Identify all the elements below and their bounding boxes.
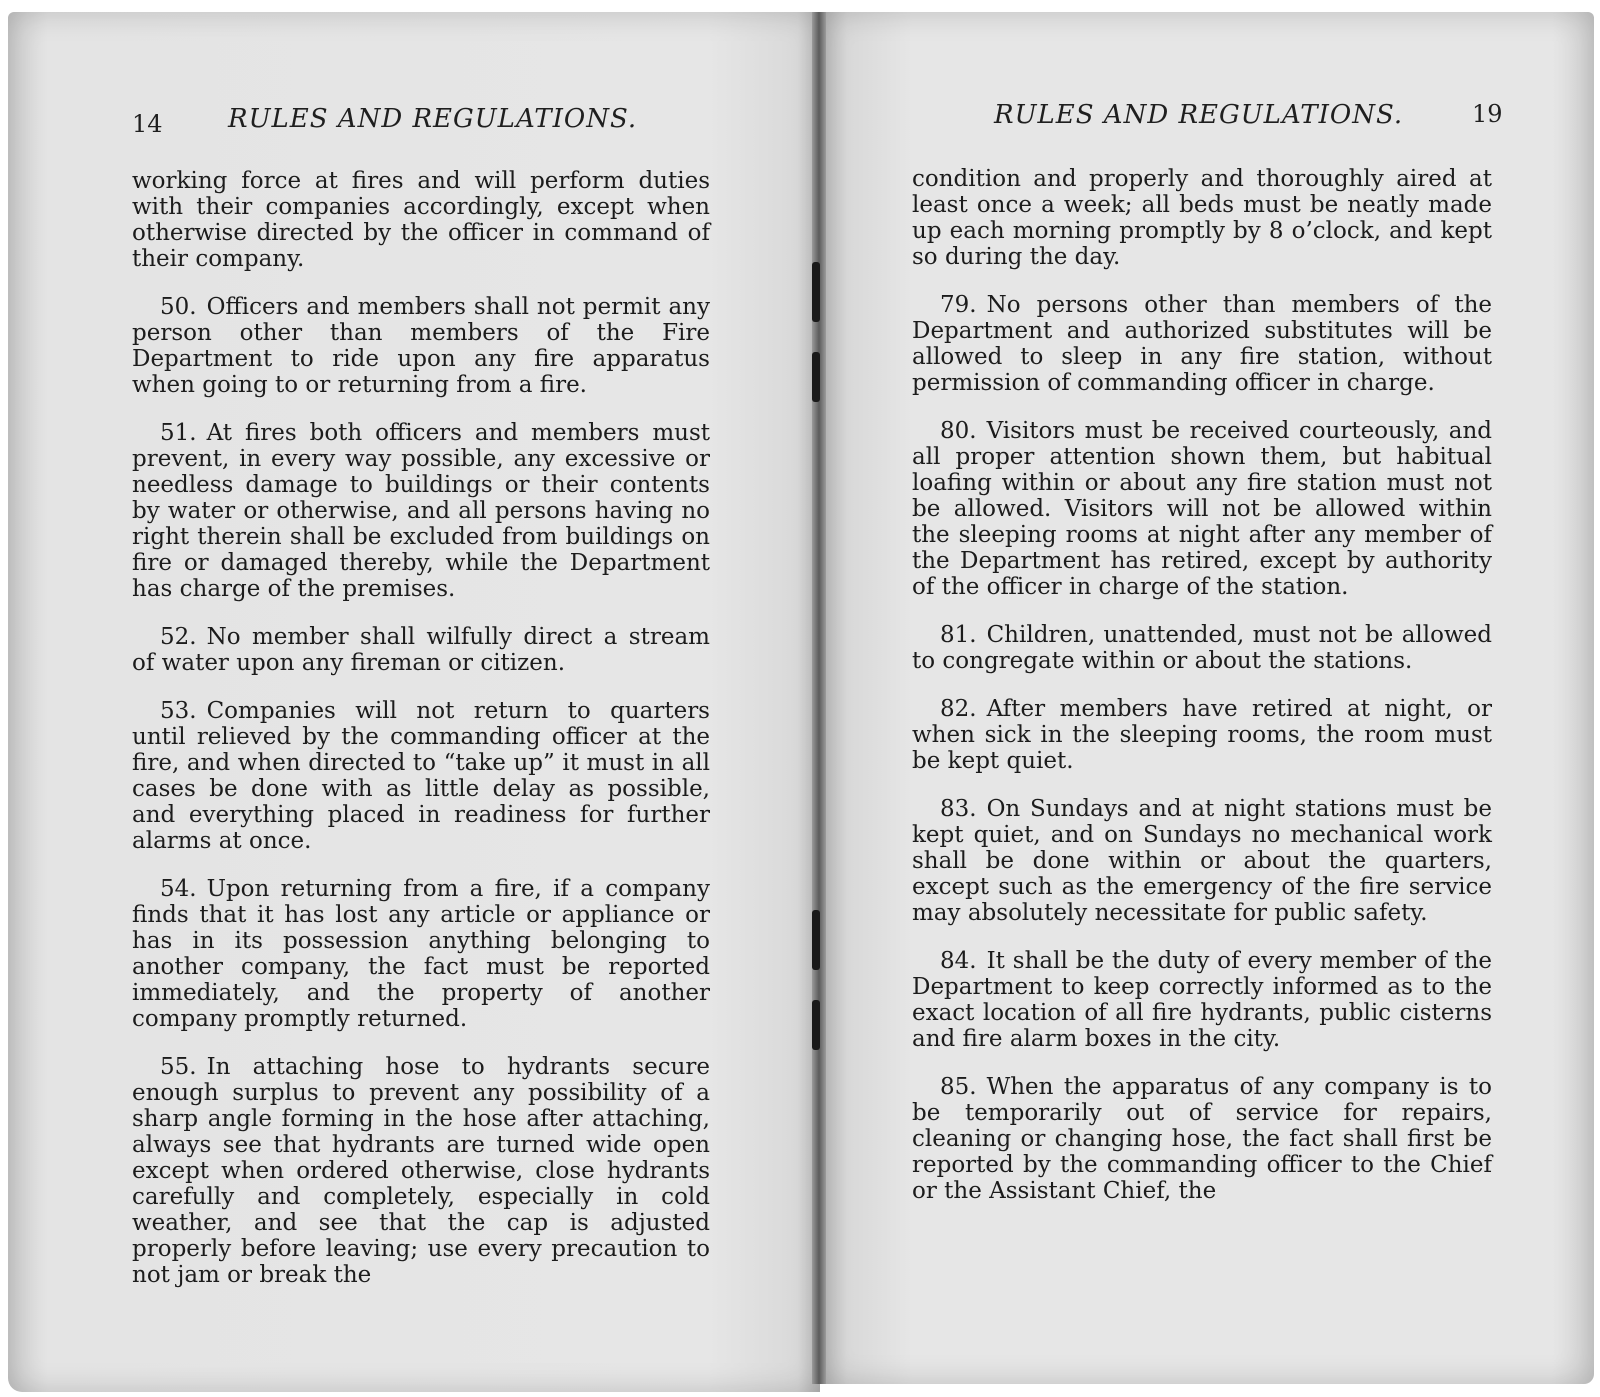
rule-paragraph: [132, 1054, 710, 1288]
rule-text: When the apparatus of any company is to be temporarily out of service for repairs, cleaning or changing hose, the fact shall first be reported by the commanding officer to the Chief or the Assistant Chief, the: [912, 1074, 1492, 1204]
rule-number: 83.: [940, 796, 977, 822]
rule-text: Children, unattended, must not be allowed to congregate within or about the stations.: [912, 622, 1492, 674]
rule-number: 51.: [160, 420, 197, 446]
left-page-number: 14: [132, 110, 163, 138]
rule-text: On Sundays and at night stations must be kept quiet, and on Sundays no mechanical work shall be done within or about the quarters, except such as the emergency of the fire service may absolutely necessitate for public safety.: [912, 796, 1492, 926]
left-continuation-paragraph: working force at fires and will perform duties with their companies accordingly, except when otherwise directed by the officer in command of their company.: [132, 168, 710, 272]
binding-stitch: [812, 352, 820, 402]
rule-paragraph: [912, 796, 1492, 926]
rule-text: Officers and members shall not permit any person other than members of the Fire Department to ride upon any fire apparatus when going to or returning from a fire.: [132, 294, 710, 398]
rule-number: 52.: [160, 624, 197, 650]
rule-text: After members have retired at night, or when sick in the sleeping rooms, the room must be kept quiet.: [912, 696, 1492, 774]
rule-number: 55.: [160, 1054, 197, 1080]
rule-paragraph: [912, 948, 1492, 1052]
right-running-head: [994, 100, 1403, 130]
rule-text: At fires both officers and members must prevent, in every way possible, any excessive or needless damage to buildings or their contents by water or otherwise, and all persons having no right therein shall be excluded from buildings on fire or damaged thereby, while the Department has charge of the premises.: [132, 420, 710, 602]
rule-number: 50.: [160, 294, 197, 320]
book-gutter: [812, 12, 826, 1384]
rule-number: 81.: [940, 622, 977, 648]
binding-stitch: [812, 910, 820, 970]
left-text-column: [132, 168, 710, 1310]
rule-paragraph: [912, 696, 1492, 774]
rule-paragraph: [132, 698, 710, 854]
left-running-head-text: RULES AND REGULATIONS.: [228, 104, 638, 134]
rule-number: 79.: [940, 292, 977, 318]
rule-number: 54.: [160, 876, 197, 902]
rule-paragraph: [912, 292, 1492, 396]
rule-number: 84.: [940, 948, 977, 974]
rule-paragraph: [132, 420, 710, 602]
binding-stitch: [812, 262, 820, 322]
right-running-head-text: RULES AND REGULATIONS.: [994, 100, 1404, 130]
binding-stitch: [812, 1000, 820, 1050]
rule-text: Companies will not return to quarters until relieved by the commanding officer at the fire, and when directed to “take up” it must in all cases be done with as little delay as possible, and everything placed in readiness for further alarms at once.: [132, 698, 710, 854]
rule-number: 80.: [940, 418, 977, 444]
right-continuation-paragraph: condition and properly and thoroughly aired at least once a week; all beds must be neatly made up each morning promptly by 8 o’clock, and kept so during the day.: [912, 166, 1492, 270]
rule-paragraph: [912, 622, 1492, 674]
rule-text: In attaching hose to hydrants secure enough surplus to prevent any possibility of a sharp angle forming in the hose after attaching, always see that hydrants are turned wide open except when ordered otherwise, close hydrants carefully and completely, especially in cold weather, and see that the cap is adjusted properly before leaving; use every precaution to not jam or break the: [132, 1054, 710, 1288]
rule-text: Visitors must be received courteously, and all proper attention shown them, but habitual loafing within or about any fire station must not be allowed. Visitors will not be allowed within the sleeping rooms at night after any member of the Department has retired, except by authority of the officer in charge of the station.: [912, 418, 1492, 600]
rule-number: 53.: [160, 698, 197, 724]
right-page-number: 19: [1472, 100, 1503, 128]
rule-paragraph: [132, 294, 710, 398]
rule-text: No member shall wilfully direct a stream of water upon any fireman or citizen.: [132, 624, 710, 676]
rule-number: 85.: [940, 1074, 977, 1100]
rule-paragraph: [912, 418, 1492, 600]
rule-number: 82.: [940, 696, 977, 722]
rule-text: No persons other than members of the Department and authorized substitutes will be allowed to sleep in any fire station, without permission of commanding officer in charge.: [912, 292, 1492, 396]
left-running-head: [228, 104, 637, 134]
rule-paragraph: [912, 1074, 1492, 1204]
rule-paragraph: [132, 624, 710, 676]
right-text-column: [912, 166, 1492, 1226]
rule-text: Upon returning from a fire, if a company finds that it has lost any article or appliance or has in its possession anything belonging to another company, the fact must be reported immediately, and the property of another company promptly returned.: [132, 876, 710, 1032]
rule-paragraph: [132, 876, 710, 1032]
rule-text: It shall be the duty of every member of the Department to keep correctly informed as to the exact location of all fire hydrants, public cisterns and fire alarm boxes in the city.: [912, 948, 1492, 1052]
